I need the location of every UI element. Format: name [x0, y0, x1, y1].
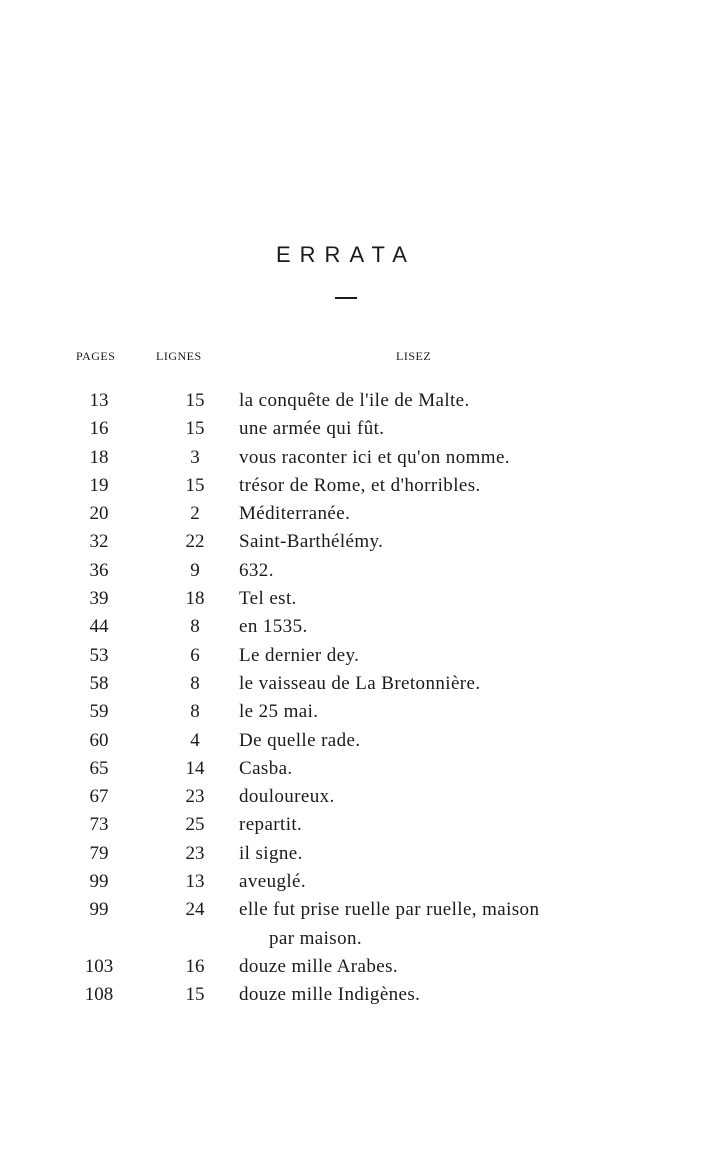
- line-number: 23: [185, 842, 205, 864]
- errata-row: [0, 727, 722, 755]
- correction-text: Méditerranée.: [239, 503, 351, 525]
- correction-text: trésor de Rome, et d'horribles.: [239, 474, 481, 496]
- errata-row: [0, 981, 722, 1009]
- errata-row: [0, 811, 722, 839]
- page-number: 67: [89, 786, 109, 808]
- correction-text: repartit.: [239, 814, 303, 836]
- line-number: 22: [185, 531, 205, 553]
- errata-row: [0, 896, 722, 953]
- errata-list: [0, 387, 722, 1010]
- page-number: 18: [89, 446, 109, 468]
- correction-text-block: [239, 896, 639, 953]
- correction-text: Le dernier dey.: [239, 644, 360, 666]
- errata-row: [0, 698, 722, 726]
- correction-text: elle fut prise ruelle par ruelle, maison: [239, 899, 540, 921]
- errata-row: [0, 642, 722, 670]
- line-number: 16: [185, 955, 205, 977]
- errata-row: [0, 528, 722, 556]
- page-number: 53: [89, 644, 109, 666]
- page-number: 73: [89, 814, 109, 836]
- line-number: 6: [190, 644, 200, 666]
- page-number: 19: [89, 474, 109, 496]
- line-number: 2: [190, 503, 200, 525]
- correction-text-continued: par maison.: [269, 927, 363, 949]
- errata-row: [0, 444, 722, 472]
- line-number: 15: [185, 474, 205, 496]
- line-number: 4: [190, 729, 200, 751]
- correction-text: en 1535.: [239, 616, 308, 638]
- errata-row: [0, 585, 722, 613]
- page-number: 39: [89, 588, 109, 610]
- correction-text: douze mille Indigènes.: [239, 984, 421, 1006]
- correction-text: le 25 mai.: [239, 701, 319, 723]
- correction-text: Saint-Barthélémy.: [239, 531, 384, 553]
- header-lisez: LISEZ: [396, 349, 432, 363]
- header-lignes: LIGNES: [156, 349, 202, 363]
- line-number: 14: [185, 757, 205, 779]
- line-number: 25: [185, 814, 205, 836]
- line-number: 9: [190, 559, 200, 581]
- correction-text: aveuglé.: [239, 871, 307, 893]
- correction-text: une armée qui fût.: [239, 418, 385, 440]
- page-number: 20: [89, 503, 109, 525]
- correction-text: il signe.: [239, 842, 303, 864]
- page-number: 65: [89, 757, 109, 779]
- line-number: 15: [185, 390, 205, 411]
- errata-row: [0, 472, 722, 500]
- page-title: ERRATA: [276, 242, 416, 267]
- page-number: 108: [84, 984, 114, 1006]
- line-number: 24: [185, 899, 205, 921]
- correction-text: la conquête de l'ile de Malte.: [239, 390, 470, 411]
- title-rule: [335, 297, 357, 299]
- page-number: 16: [89, 418, 109, 440]
- line-number: 3: [190, 446, 200, 468]
- correction-text: Casba.: [239, 757, 293, 779]
- line-number: 8: [190, 672, 200, 694]
- page-number: 32: [89, 531, 109, 553]
- page-number: 59: [89, 701, 109, 723]
- line-number: 18: [185, 588, 205, 610]
- errata-row: [0, 840, 722, 868]
- errata-row: [0, 500, 722, 528]
- errata-row: [0, 557, 722, 585]
- header-pages: PAGES: [76, 349, 116, 363]
- errata-row: [0, 953, 722, 981]
- page-number: 58: [89, 672, 109, 694]
- page-number: 99: [89, 871, 109, 893]
- correction-text: Tel est.: [239, 588, 297, 610]
- correction-text: douloureux.: [239, 786, 335, 808]
- errata-row: [0, 387, 722, 415]
- errata-row: [0, 415, 722, 443]
- page-number: 99: [89, 899, 109, 921]
- correction-text: le vaisseau de La Bretonnière.: [239, 672, 481, 694]
- page-number: 44: [89, 616, 109, 638]
- page-number: 60: [89, 729, 109, 751]
- page-number: 13: [89, 390, 109, 411]
- page-number: 103: [84, 955, 114, 977]
- errata-row: [0, 613, 722, 641]
- line-number: 13: [185, 871, 205, 893]
- errata-row: [0, 868, 722, 896]
- errata-row: [0, 670, 722, 698]
- line-number: 15: [185, 984, 205, 1006]
- line-number: 23: [185, 786, 205, 808]
- errata-row: [0, 755, 722, 783]
- page-number: 36: [89, 559, 109, 581]
- errata-row: [0, 783, 722, 811]
- correction-text: De quelle rade.: [239, 729, 361, 751]
- column-headers: [0, 349, 722, 367]
- correction-text: douze mille Arabes.: [239, 955, 399, 977]
- page-number: 79: [89, 842, 109, 864]
- line-number: 8: [190, 701, 200, 723]
- line-number: 15: [185, 418, 205, 440]
- correction-text: vous raconter ici et qu'on nomme.: [239, 446, 510, 468]
- correction-text: 632.: [239, 559, 274, 581]
- line-number: 8: [190, 616, 200, 638]
